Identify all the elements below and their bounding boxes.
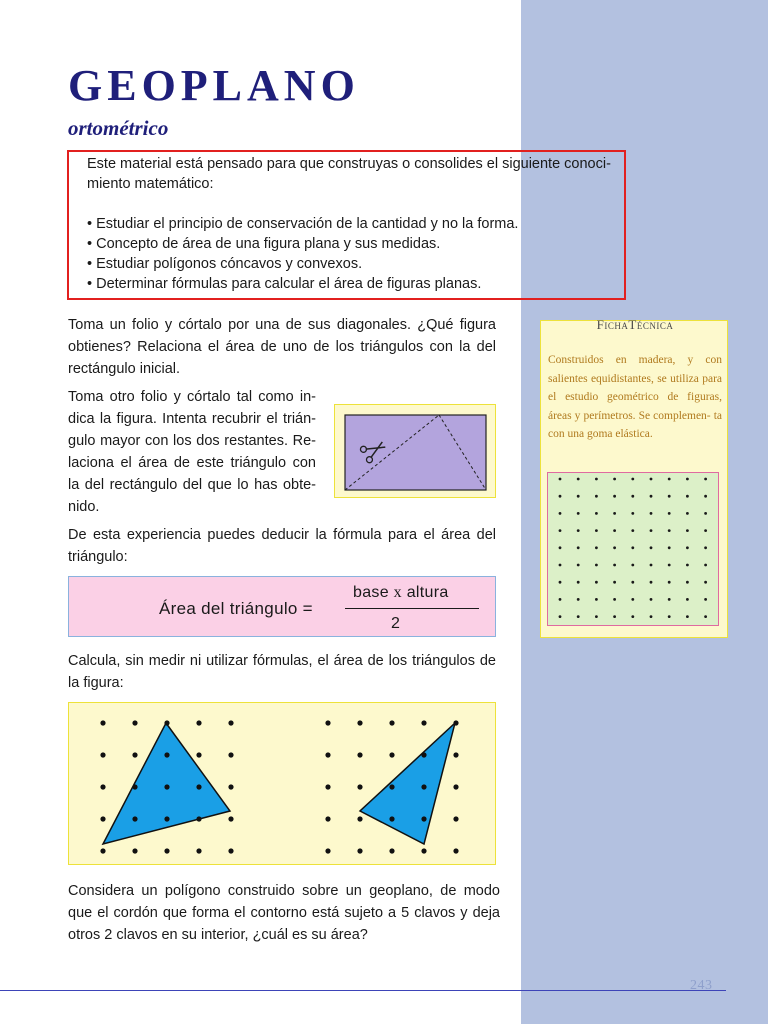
geoboard-peg <box>132 848 137 853</box>
ficha-peg <box>631 615 634 618</box>
geoboard-peg <box>164 816 169 821</box>
ficha-peg <box>595 495 598 498</box>
geoboard-peg <box>132 720 137 725</box>
objectives-intro: Este material está pensado para que construyas o consolides el siguiente conoci- miento matemático: <box>87 156 611 192</box>
ficha-peg <box>668 478 671 481</box>
technical-sheet-title: FichaTécnica <box>596 317 674 332</box>
ficha-peg <box>577 512 580 515</box>
ficha-peg <box>668 512 671 515</box>
ficha-peg <box>559 546 562 549</box>
ficha-peg <box>686 546 689 549</box>
objective-item: • Estudiar el principio de conservación de la cantidad y no la forma. <box>87 214 616 234</box>
ficha-peg <box>631 581 634 584</box>
ficha-peg <box>577 495 580 498</box>
triangle-area-formula <box>68 576 496 637</box>
ficha-peg <box>559 581 562 584</box>
paragraph-diagonal-cut: Toma un folio y córtalo por una de sus diagonales. ¿Qué figura obtienes? Relaciona el área de uno de los triángulos con la del rectángulo inicial. <box>68 317 496 377</box>
ficha-peg <box>704 598 707 601</box>
technical-sheet-text: Construidos en madera, y con salientes equidistantes, se utiliza para el estudio geométrico de figuras, áreas y perímetros. Se complemen- ta con una goma elástica. <box>548 354 722 440</box>
objective-item: • Concepto de área de una figura plana y sus medidas. <box>87 234 616 254</box>
ficha-peg <box>686 564 689 567</box>
ficha-peg <box>595 546 598 549</box>
geoboard-peg <box>164 720 169 725</box>
ficha-peg <box>650 529 653 532</box>
ficha-peg <box>650 581 653 584</box>
geoboard-peg <box>453 816 458 821</box>
geoboard-peg <box>325 848 330 853</box>
geoboard-peg <box>357 720 362 725</box>
ficha-peg <box>577 598 580 601</box>
geoboard-triangles-drawing <box>69 703 494 863</box>
ficha-peg <box>577 615 580 618</box>
geoboard-peg <box>164 752 169 757</box>
ficha-peg <box>631 564 634 567</box>
geoboard-peg <box>421 784 426 789</box>
paragraph-polygon-question: Considera un polígono construido sobre un geoplano, de modo que el cordón que forma el contorno está sujeto a 5 clavos y deja otros 2 clavos en su interior, ¿cuál es su área? <box>68 883 500 943</box>
ficha-peg <box>595 564 598 567</box>
ficha-peg <box>559 564 562 567</box>
ficha-peg <box>686 478 689 481</box>
ficha-peg <box>613 495 616 498</box>
formula-numerator <box>353 584 449 602</box>
geoboard-peg <box>228 720 233 725</box>
paper-rectangle <box>345 415 486 490</box>
paragraph-second-cut: Toma otro folio y córtalo tal como in- dica la figura. Intenta recubrir el trián- gulo mayor con los dos restantes. Re- laciona el área de este triángulo con la del rectángulo del que lo has obte- nido. <box>68 389 316 515</box>
ficha-peg <box>650 512 653 515</box>
geoboard-peg <box>389 752 394 757</box>
ficha-peg <box>650 598 653 601</box>
ficha-peg <box>668 615 671 618</box>
ficha-peg <box>668 495 671 498</box>
ficha-peg <box>595 512 598 515</box>
formula-denominator: 2 <box>391 615 400 632</box>
geoboard-peg <box>357 848 362 853</box>
ficha-peg <box>704 512 707 515</box>
triangle-right <box>360 723 455 844</box>
ficha-peg <box>686 581 689 584</box>
geoboard-peg <box>389 720 394 725</box>
geoboard-peg <box>389 848 394 853</box>
ficha-peg <box>613 478 616 481</box>
geoboard-peg <box>100 848 105 853</box>
ficha-peg <box>668 529 671 532</box>
geoboard-peg <box>228 784 233 789</box>
ficha-peg <box>668 581 671 584</box>
objective-item: • Determinar fórmulas para calcular el área de figuras planas. <box>87 274 616 294</box>
formula-operator: x <box>393 584 402 601</box>
geoboard-peg <box>421 816 426 821</box>
geoboard-peg <box>453 720 458 725</box>
formula-label: Área del triángulo = <box>159 599 313 618</box>
ficha-peg <box>595 615 598 618</box>
page-subtitle: ortométrico <box>68 116 169 140</box>
geoboard-peg <box>453 784 458 789</box>
ficha-peg <box>686 615 689 618</box>
ficha-peg <box>559 495 562 498</box>
ficha-peg <box>631 529 634 532</box>
geoboard-peg <box>357 816 362 821</box>
ficha-peg <box>686 529 689 532</box>
objectives-box <box>67 150 626 300</box>
ficha-peg <box>650 564 653 567</box>
ficha-peg <box>668 598 671 601</box>
cut-rectangle-figure <box>334 404 496 498</box>
page-number: 243 <box>690 978 713 993</box>
ficha-peg <box>704 478 707 481</box>
ficha-peg <box>704 495 707 498</box>
formula-base: base <box>353 584 389 601</box>
ficha-peg <box>595 598 598 601</box>
geoboard-peg <box>100 816 105 821</box>
ficha-peg <box>613 581 616 584</box>
geoboard-peg <box>228 848 233 853</box>
ficha-peg <box>613 598 616 601</box>
ficha-peg <box>650 615 653 618</box>
ficha-peg <box>704 615 707 618</box>
ficha-peg <box>613 615 616 618</box>
geoboard-peg <box>325 816 330 821</box>
geoboard-peg <box>100 720 105 725</box>
geoboard-illustration <box>547 472 719 626</box>
ficha-peg <box>704 581 707 584</box>
ficha-peg <box>704 564 707 567</box>
geoboard-peg <box>196 752 201 757</box>
geoboard-peg <box>100 752 105 757</box>
triangle-left <box>103 723 230 844</box>
ficha-peg <box>668 564 671 567</box>
geoboard-peg <box>228 752 233 757</box>
ficha-peg <box>577 581 580 584</box>
geoboard-peg <box>132 816 137 821</box>
ficha-peg <box>613 529 616 532</box>
ficha-peg <box>595 529 598 532</box>
page-title: GEOPLANO <box>68 61 360 110</box>
cut-rectangle-drawing <box>335 405 494 496</box>
geoboard-peg <box>453 848 458 853</box>
ficha-peg <box>559 512 562 515</box>
geoboard-peg <box>228 816 233 821</box>
technical-sheet <box>540 317 728 638</box>
geoboard-peg <box>164 848 169 853</box>
ficha-peg <box>595 478 598 481</box>
ficha-peg <box>613 512 616 515</box>
ficha-peg <box>577 478 580 481</box>
geoboard-peg <box>421 752 426 757</box>
geoboard-peg <box>357 784 362 789</box>
geoboard-peg <box>196 720 201 725</box>
geoboard-peg <box>196 816 201 821</box>
ficha-peg <box>650 495 653 498</box>
ficha-peg <box>631 598 634 601</box>
geoboard-peg <box>100 784 105 789</box>
geoboard-peg <box>421 848 426 853</box>
objectives-list <box>87 214 616 294</box>
ficha-peg <box>704 546 707 549</box>
ficha-peg <box>650 478 653 481</box>
ficha-peg <box>577 529 580 532</box>
geoboard-peg <box>325 720 330 725</box>
geoboard-peg <box>357 752 362 757</box>
fraction-bar <box>345 608 479 609</box>
geoboard-pegs <box>548 473 717 624</box>
ficha-peg <box>613 546 616 549</box>
ficha-peg <box>631 478 634 481</box>
ficha-peg <box>631 512 634 515</box>
objective-item: • Estudiar polígonos cóncavos y convexos. <box>87 254 616 274</box>
ficha-peg <box>631 495 634 498</box>
ficha-peg <box>631 546 634 549</box>
geoboard-triangles-figure <box>68 702 496 865</box>
geoboard-peg <box>421 720 426 725</box>
ficha-peg <box>686 512 689 515</box>
geoboard-peg <box>325 784 330 789</box>
footer-rule <box>0 990 726 991</box>
ficha-peg <box>650 546 653 549</box>
ficha-peg <box>559 529 562 532</box>
geoboard-peg <box>389 816 394 821</box>
ficha-peg <box>559 598 562 601</box>
ficha-peg <box>577 546 580 549</box>
ficha-peg <box>686 495 689 498</box>
geoboard-peg <box>325 752 330 757</box>
geoboard-peg <box>164 784 169 789</box>
geoboard-peg <box>453 752 458 757</box>
ficha-peg <box>704 529 707 532</box>
ficha-peg <box>686 598 689 601</box>
geoboard-peg <box>389 784 394 789</box>
ficha-peg <box>559 615 562 618</box>
formula-height: altura <box>406 584 449 601</box>
ficha-peg <box>559 478 562 481</box>
geoboard-peg <box>196 784 201 789</box>
ficha-peg <box>668 546 671 549</box>
ficha-peg <box>595 581 598 584</box>
geoboard-peg <box>196 848 201 853</box>
geoboard-peg <box>132 752 137 757</box>
ficha-peg <box>577 564 580 567</box>
paragraph-calculate-areas: Calcula, sin medir ni utilizar fórmulas, el área de los triángulos de la figura: <box>68 653 496 691</box>
ficha-peg <box>613 564 616 567</box>
geoboard-peg <box>132 784 137 789</box>
paragraph-deduce-formula: De esta experiencia puedes deducir la fórmula para el área del triángulo: <box>68 527 496 565</box>
